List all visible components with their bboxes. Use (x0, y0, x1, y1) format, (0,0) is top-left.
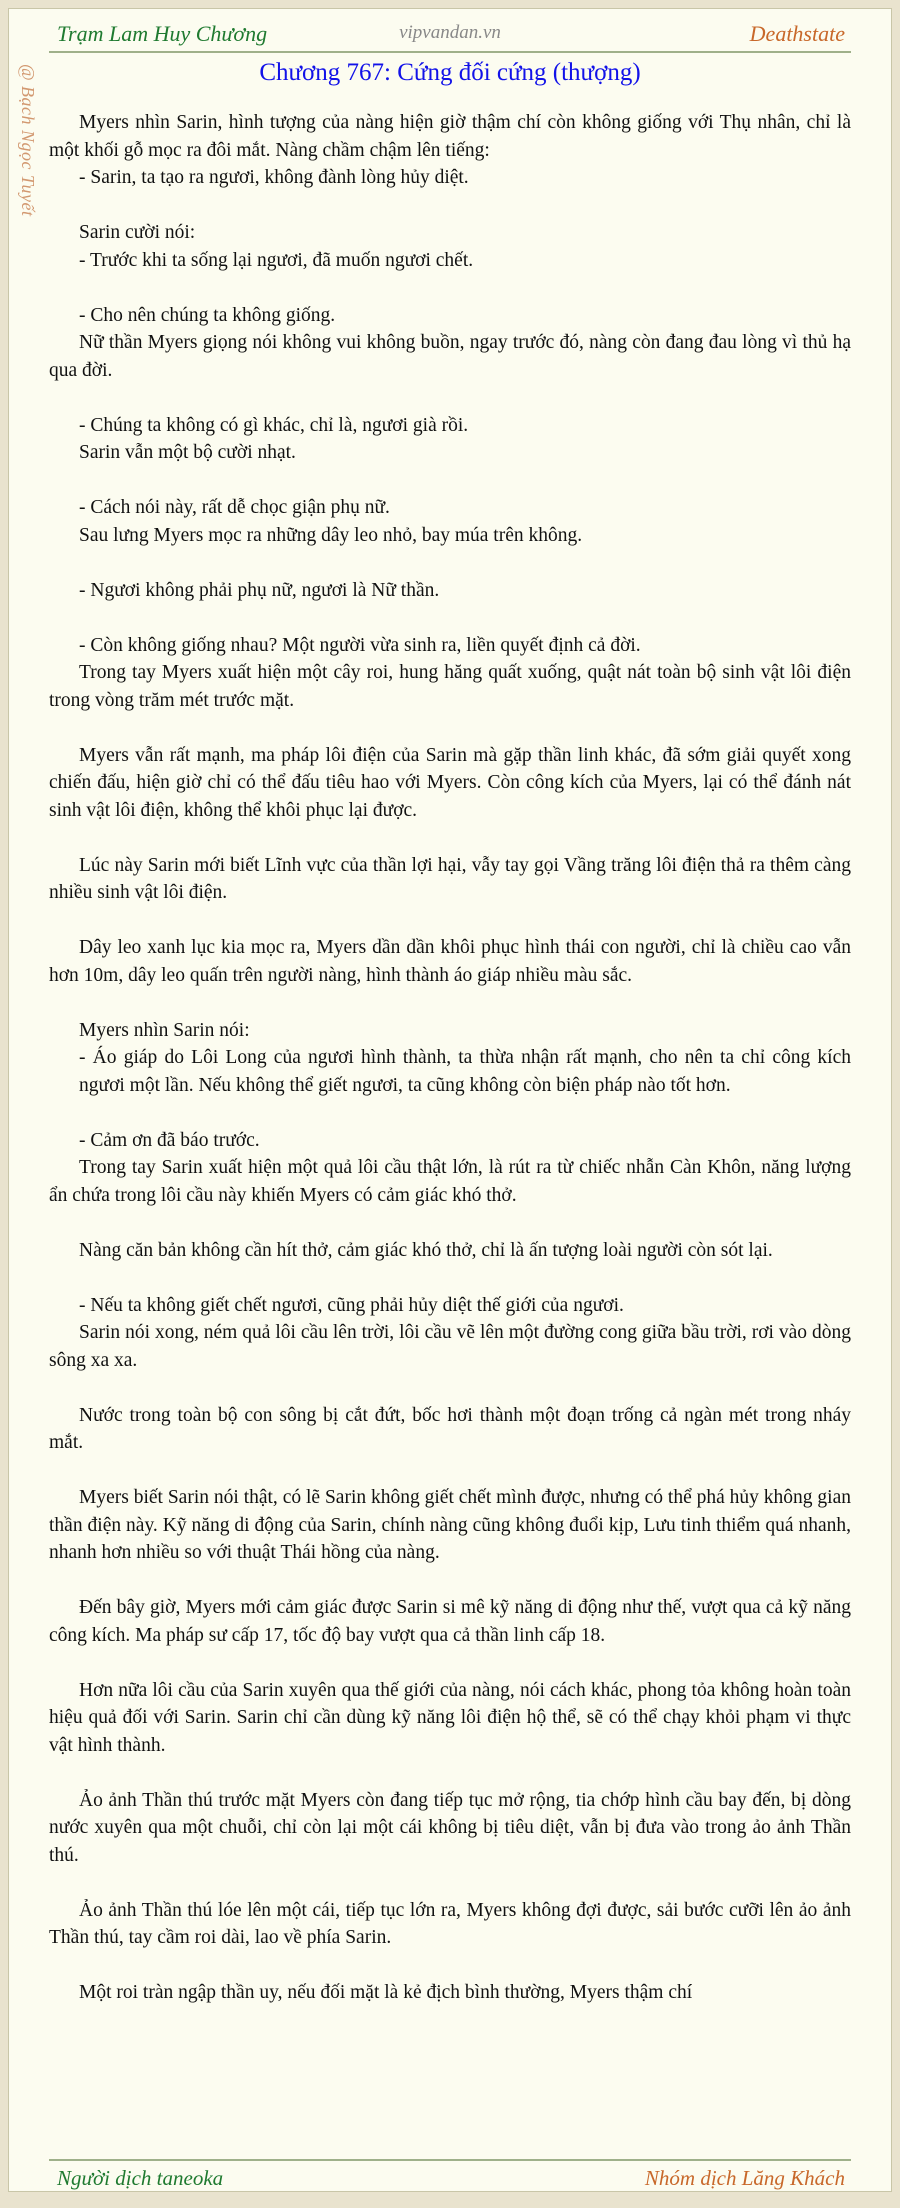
paragraph: Ảo ảnh Thần thú trước mặt Myers còn đang tiếp tục mở rộng, tia chớp hình cầu bay đến, bị dòng nước xuyên qua một chuỗi, chỉ còn lại một cái không bị tiêu diệt, vẫn bị đưa vào trong ảo ảnh Thần thú. (49, 1789, 851, 1866)
paragraph: - Còn không giống nhau? Một người vừa sinh ra, liền quyết định cả đời. (79, 634, 641, 656)
paragraph: - Nếu ta không giết chết ngươi, cũng phải hủy diệt thế giới của ngươi. (79, 1294, 624, 1316)
header-url[interactable]: vipvandan.vn (399, 22, 501, 43)
paragraph: - Áo giáp do Lôi Long của ngươi hình thành, ta thừa nhận rất mạnh, cho nên ta chỉ công kích ngươi một lần. Nếu không thể giết ngươi, ta cũng không còn biện pháp nào tốt hơn. (79, 1047, 851, 1096)
sidebar-credit: @ Bạch Ngọc Tuyết (18, 64, 38, 217)
paragraph: Nước trong toàn bộ con sông bị cắt đứt, bốc hơi thành một đoạn trống cả ngàn mét trong nháy mắt. (49, 1404, 851, 1453)
paragraph: Myers biết Sarin nói thật, có lẽ Sarin không giết chết mình được, nhưng có thể phá hủy không gian thần điện này. Kỹ năng di động của Sarin, chính nàng cũng không đuổi kịp, Lưu tinh thiểm quá nhanh, nhanh hơn nhiều so với thuật Thái hồng của nàng. (49, 1487, 851, 1563)
paragraph: Một roi tràn ngập thần uy, nếu đối mặt là kẻ địch bình thường, Myers thậm chí (79, 1982, 693, 2003)
paragraph: Sarin nói xong, ném quả lôi cầu lên trời, lôi cầu vẽ lên một đường cong giữa bầu trời, rơi vào dòng sông xa xa. (49, 1322, 851, 1371)
footer-group: Nhóm dịch Lăng Khách (644, 2166, 845, 2190)
paragraph: Myers nhìn Sarin nói: (79, 1019, 250, 1041)
chapter-title: Chương 767: Cứng đối cứng (thượng) (259, 59, 641, 86)
page-header (49, 17, 851, 53)
page (8, 8, 892, 2192)
footer-translator: Người dịch taneoka (57, 2166, 224, 2190)
paragraph: Nàng căn bản không cần hít thở, cảm giác khó thở, chỉ là ấn tượng loài người còn sót lại. (79, 1239, 773, 1261)
paragraph: Nữ thần Myers giọng nói không vui không buồn, ngay trước đó, nàng còn đang đau lòng vì thủ hạ qua đời. (49, 332, 851, 381)
paragraph: Sarin vẫn một bộ cười nhạt. (79, 442, 296, 463)
paragraph: Sarin cười nói: (79, 222, 196, 243)
paragraph: Trong tay Sarin xuất hiện một quả lôi cầu thật lớn, là rút ra từ chiếc nhẫn Càn Khôn, năng lượng ẩn chứa trong lôi cầu này khiến Myers có cảm giác khó thở. (49, 1157, 851, 1206)
chapter-body (49, 109, 851, 2159)
paragraph: Myers nhìn Sarin, hình tượng của nàng hiện giờ thậm chí còn không giống với Thụ nhân, chỉ là một khối gỗ mọc ra đôi mắt. Nàng chầm chậm lên tiếng: (49, 112, 851, 161)
paragraph: Trong tay Myers xuất hiện một cây roi, hung hăng quất xuống, quật nát toàn bộ sinh vật lôi điện trong vòng trăm mét trước mặt. (49, 662, 851, 711)
paragraph: - Chúng ta không có gì khác, chỉ là, ngươi già rồi. (79, 414, 469, 436)
paragraph: Lúc này Sarin mới biết Lĩnh vực của thần lợi hại, vẫy tay gọi Vầng trăng lôi điện thả ra thêm càng nhiều sinh vật lôi điện. (49, 854, 851, 903)
paragraph: Đến bây giờ, Myers mới cảm giác được Sarin si mê kỹ năng di động như thế, vượt qua cả kỹ năng công kích. Ma pháp sư cấp 17, tốc độ bay vượt qua cả thần linh cấp 18. (49, 1597, 851, 1646)
paragraph: Hơn nữa lôi cầu của Sarin xuyên qua thế giới của nàng, nói cách khác, phong tỏa không hoàn toàn hiệu quả đối với Sarin. Sarin chỉ cần dùng kỹ năng lôi điện hộ thể, sẽ có thể chạy khỏi phạm vi thực vật hình thành. (49, 1679, 851, 1756)
header-book-title: Deathstate (749, 21, 845, 46)
paragraph: Sau lưng Myers mọc ra những dây leo nhỏ, bay múa trên không. (79, 524, 583, 546)
paragraph: - Cho nên chúng ta không giống. (79, 304, 336, 326)
paragraph: - Ngươi không phải phụ nữ, ngươi là Nữ thần. (79, 579, 440, 601)
paragraph: - Cảm ơn đã báo trước. (79, 1129, 260, 1151)
paragraph: Dây leo xanh lục kia mọc ra, Myers dần dần khôi phục hình thái con người, chỉ là chiều cao vẫn hơn 10m, dây leo quấn trên người nàng, hình thành áo giáp nhiều màu sắc. (49, 937, 851, 986)
paragraph: Ảo ảnh Thần thú lóe lên một cái, tiếp tục lớn ra, Myers không đợi được, sải bước cưỡi lên ảo ảnh Thần thú, tay cầm roi dài, lao về phía Sarin. (49, 1899, 851, 1948)
paragraph: - Trước khi ta sống lại ngươi, đã muốn ngươi chết. (79, 249, 474, 271)
paragraph: Myers vẫn rất mạnh, ma pháp lôi điện của Sarin mà gặp thần linh khác, đã sớm giải quyết xong chiến đấu, hiện giờ chỉ có thể đấu tiêu hao với Myers. Còn công kích của Myers, lại có thể đánh nát sinh vật lôi điện, không thể khôi phục lại được. (49, 744, 851, 821)
paragraph: - Sarin, ta tạo ra ngươi, không đành lòng hủy diệt. (79, 167, 469, 188)
header-site-name: Trạm Lam Huy Chương (57, 21, 268, 46)
page-footer (49, 2159, 851, 2193)
paragraph: - Cách nói này, rất dễ chọc giận phụ nữ. (79, 497, 390, 518)
